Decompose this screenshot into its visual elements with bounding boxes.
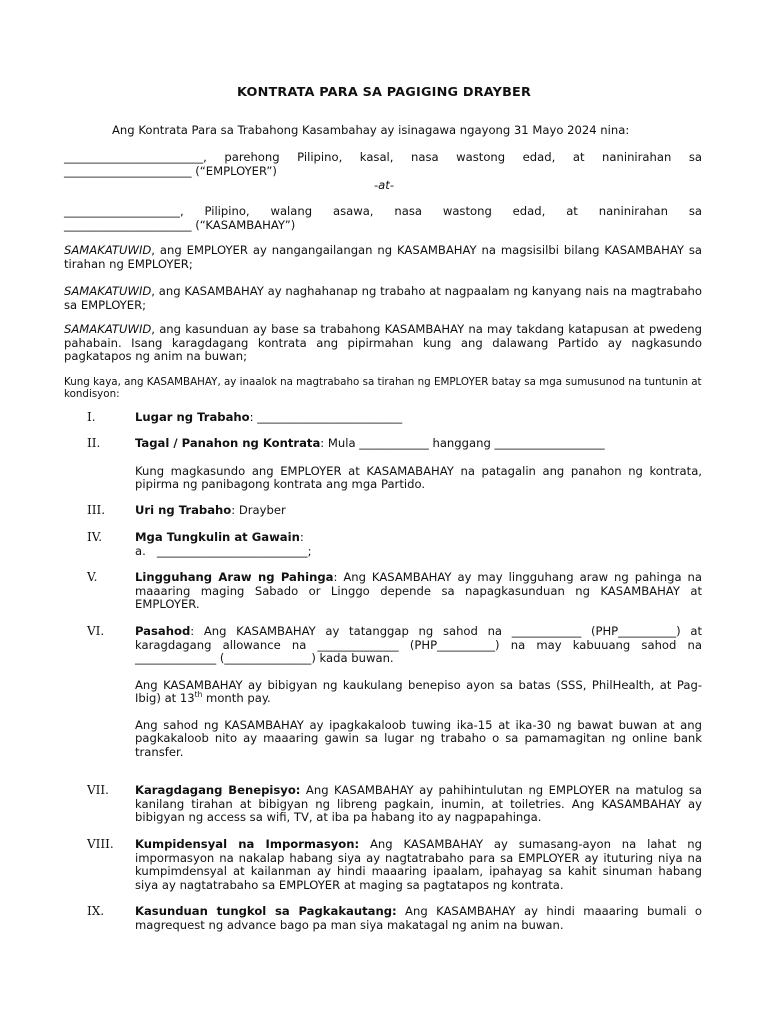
- whereas-text: , ang EMPLOYER ay nangangailangan ng KASAMBAHAY na magsisilbi bilang KASAMBAHAY sa tirahan ng EMPLOYER;: [64, 243, 702, 271]
- clause-label: Lugar ng Trabaho: [135, 410, 250, 424]
- clause-label: Mga Tungkulin at Gawain: [135, 530, 300, 544]
- clause-label: Pasahod: [135, 624, 191, 638]
- terms-intro: Kung kaya, ang KASAMBAHAY, ay inaalok na magtrabaho sa tirahan ng EMPLOYER batay sa mga sumusunod na tuntunin at kondisyon:: [64, 376, 702, 400]
- clause-paragraph-text: Ang KASAMBAHAY ay bibigyan ng kaukulang benepiso ayon sa batas (SSS, PhilHealth, at Pag-Ibig) at 13: [135, 677, 702, 705]
- clause-paragraph: Kung magkasundo ang EMPLOYER at KASAMABAHAY na patagalin ang panahon ng kontrata, pipirma ng panibagong kontrata ang mga Partido.: [135, 463, 702, 491]
- intro-paragraph: Ang Kontrata Para sa Trabahong Kasambahay ay isinagawa ngayong 31 Mayo 2024 nina:: [112, 123, 630, 137]
- kasambahay-line-2: ______________________ (“KASAMBAHAY”): [64, 218, 296, 232]
- clause-number: IV.: [87, 530, 103, 544]
- whereas-text: , ang KASAMBAHAY ay naghahanap ng trabaho at nagpaalam ng kanyang nais na magtrabaho sa EMPLOYER;: [64, 284, 702, 312]
- clause-text: Ang KASAMBAHAY ay sumasang-ayon na lahat ng impormasyon na nakalap habang siya ay nagtatrabaho para sa EMPLOYER ay ituturing niya na kumpimdensyal at kailanman ay hindi maaaring ipaalam, ipahayag sa kahit sinuman habang siya ay nagtatrabaho sa EMPLOYER at maging sa pagtatapos ng kontrata.: [135, 837, 702, 892]
- clause-number: II.: [87, 436, 101, 450]
- clause-text: : _________________________: [249, 410, 403, 424]
- clause-number: VII.: [87, 783, 109, 797]
- clause-label: Kumpidensyal na Impormasyon:: [135, 837, 360, 851]
- clause-text: : Ang KASAMBAHAY ay tatanggap ng sahod na ____________ (PHP__________) at karagdagang allowance na ______________ (PHP__________) na may kabuuang sahod na ______________ (_______________) kada buwan.: [135, 624, 702, 665]
- clause-paragraph-text: month pay.: [202, 691, 271, 705]
- superscript: th: [194, 690, 203, 700]
- clause-label: Lingguhang Araw ng Pahinga: [135, 570, 334, 584]
- employer-line-1: ________________________, parehong Pilipino, kasal, nasa wastong edad, at naninirahan sa: [64, 150, 702, 164]
- whereas-paragraph-1: [64, 244, 702, 271]
- clause-paragraph: [135, 679, 702, 706]
- separator-at: -at-: [373, 178, 395, 192]
- whereas-paragraph-3: [64, 323, 702, 364]
- clause-number: VI.: [87, 624, 105, 638]
- whereas-lead: SAMAKATUWID: [64, 284, 152, 298]
- kasambahay-line-1: ____________________, Pilipino, walang asawa, nasa wastong edad, at naninirahan sa: [64, 204, 702, 218]
- clause-text: : Mula ____________ hanggang ___________________: [320, 436, 605, 450]
- whereas-lead: SAMAKATUWID: [64, 243, 152, 257]
- clause-number: VIII.: [87, 837, 114, 851]
- clause-number: I.: [87, 410, 96, 424]
- clause-text: :: [299, 530, 304, 544]
- whereas-lead: SAMAKATUWID: [64, 322, 152, 336]
- clause-paragraph: Ang sahod ng KASAMBAHAY ay ipagkakaloob tuwing ika-15 at ika-30 ng bawat buwan at ang pagkakaloob nito ay maaaring gawin sa lugar ng trabaho o sa pamamagitan ng online bank transfer.: [135, 717, 702, 759]
- whereas-paragraph-2: [64, 285, 702, 312]
- clause-label: Kasunduan tungkol sa Pagkakautang:: [135, 904, 397, 918]
- clause-label: Karagdagang Benepisyo:: [135, 783, 301, 797]
- clause-text: : Drayber: [231, 503, 286, 517]
- whereas-text: , ang kasunduan ay base sa trabahong KASAMBAHAY na may takdang katapusan at pwedeng pahabain. Isang karagdagang kontrata ang pipirmahan kung ang dalawang Partido ay nagkasundo pagkatapos ng anim na buwan;: [64, 322, 702, 363]
- clause-label: Tagal / Panahon ng Kontrata: [135, 436, 321, 450]
- clause-subitem: a. __________________________;: [135, 543, 312, 558]
- clause-number: III.: [87, 503, 106, 517]
- clause-text: : Ang KASAMBAHAY ay may lingguhang araw ng pahinga na maaaring maging Sabado or Linggo depende sa napagkasunduan ng KASAMBAHAY at EMPLOYER.: [135, 570, 702, 611]
- clause-number: V.: [87, 570, 98, 584]
- employer-line-2: ______________________ (“EMPLOYER”): [64, 164, 277, 178]
- clause-number: IX.: [87, 904, 105, 918]
- clause-label: Uri ng Trabaho: [135, 503, 232, 517]
- clause-text: Ang KASAMBAHAY ay hindi maaaring bumali o magrequest ng advance bago pa man siya makatagal ng anim na buwan.: [135, 904, 702, 932]
- document-title: KONTRATA PARA SA PAGIGING DRAYBER: [236, 85, 532, 100]
- clause-text: Ang KASAMBAHAY ay pahihintulutan ng EMPLOYER na matulog sa kanilang tirahan at bibigyan ng libreng pagkain, inumin, at toiletries. Ang KASAMBAHAY ay bibigyan ng access sa wifi, TV, at iba pa habang ito ay nagpapahinga.: [135, 783, 702, 824]
